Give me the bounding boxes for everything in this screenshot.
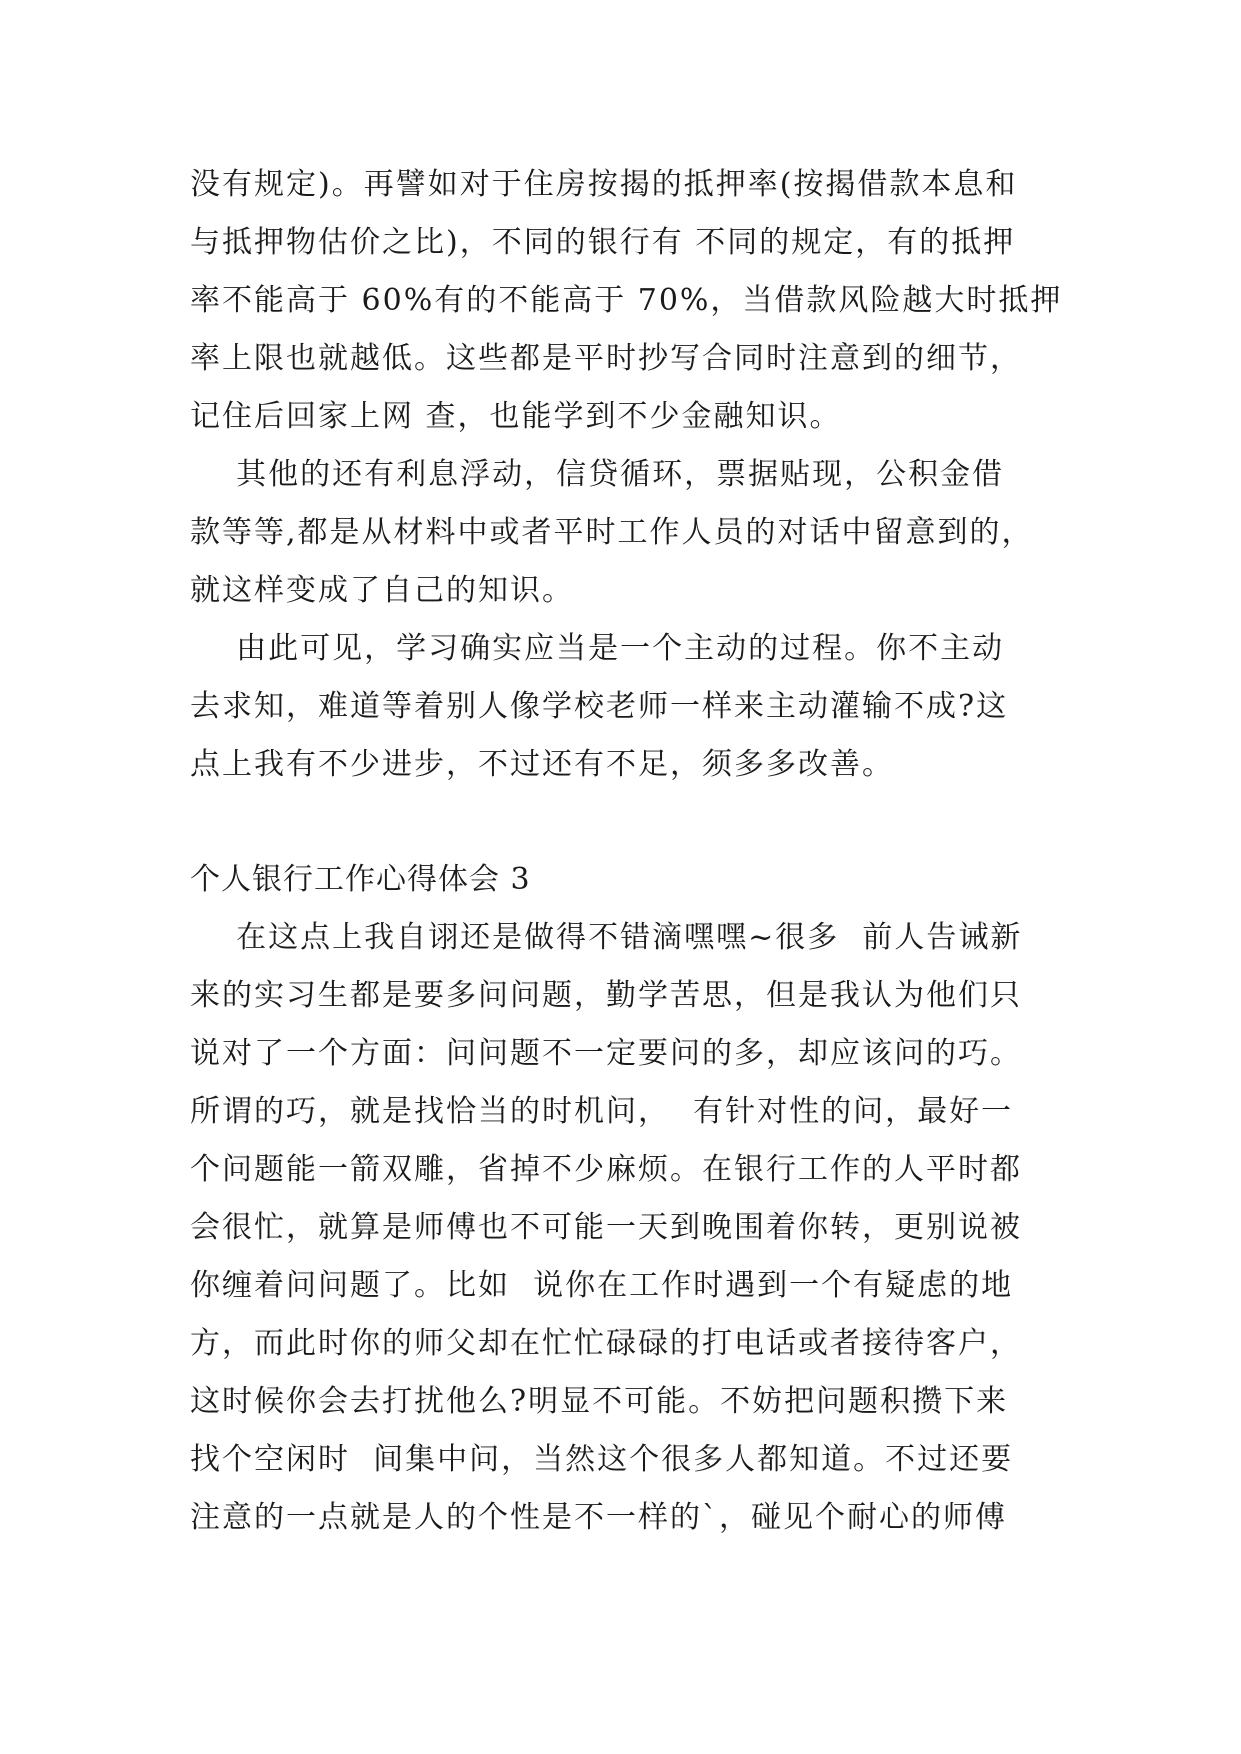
text-line: 所谓的巧，就是找恰当的时机问， 有针对性的问，最好一 [190, 1094, 1014, 1129]
text-line: 你缠着问问题了。比如 说你在工作时遇到一个有疑虑的地 [190, 1268, 1014, 1303]
section-heading: 个人银行工作心得体会 3 [190, 862, 531, 897]
text-line: 就这样变成了自己的知识。 [190, 573, 574, 608]
text-line: 其他的还有利息浮动，信贷循环，票据贴现，公积金借 [190, 457, 1005, 492]
text-line: 没有规定)。再譬如对于住房按揭的抵押率(按揭借款本息和 [190, 167, 1018, 202]
text-line: 记住后回家上网 查，也能学到不少金融知识。 [190, 399, 842, 434]
text-line: 与抵押物估价之比)，不同的银行有 不同的规定，有的抵押 [190, 225, 1016, 260]
text-line: 说对了一个方面：问问题不一定要问的多，却应该问的巧。 [190, 1036, 1022, 1071]
text-line: 来的实习生都是要多问问题，勤学苦思，但是我认为他们只 [190, 978, 1022, 1013]
text-line: 去求知，难道等着别人像学校老师一样来主动灌输不成?这 [190, 689, 1009, 724]
text-line: 点上我有不少进步，不过还有不足，须多多改善。 [190, 747, 894, 782]
text-line: 这时候你会去打扰他么?明显不可能。不妨把问题积攒下来 [190, 1384, 1009, 1419]
text-line: 率上限也就越低。这些都是平时抄写合同时注意到的细节， [190, 341, 1022, 376]
text-line: 方，而此时你的师父却在忙忙碌碌的打电话或者接待客户， [190, 1326, 1022, 1361]
text-line: 找个空闲时 间集中问，当然这个很多人都知道。不过还要 [190, 1442, 1014, 1477]
text-line: 会很忙，就算是师傅也不可能一天到晚围着你转，更别说被 [190, 1210, 1022, 1245]
text-line: 由此可见，学习确实应当是一个主动的过程。你不主动 [190, 631, 1005, 666]
text-line: 在这点上我自诩还是做得不错滴嘿嘿~很多 前人告诫新 [190, 920, 1023, 955]
text-line: 注意的一点就是人的个性是不一样的`，碰见个耐心的师傅 [190, 1500, 1007, 1535]
text-line: 个问题能一箭双雕，省掉不少麻烦。在银行工作的人平时都 [190, 1152, 1022, 1187]
text-line: 款等等,都是从材料中或者平时工作人员的对话中留意到的， [190, 515, 1034, 550]
text-line: 率不能高于 60%有的不能高于 70%，当借款风险越大时抵押 [190, 283, 1063, 318]
